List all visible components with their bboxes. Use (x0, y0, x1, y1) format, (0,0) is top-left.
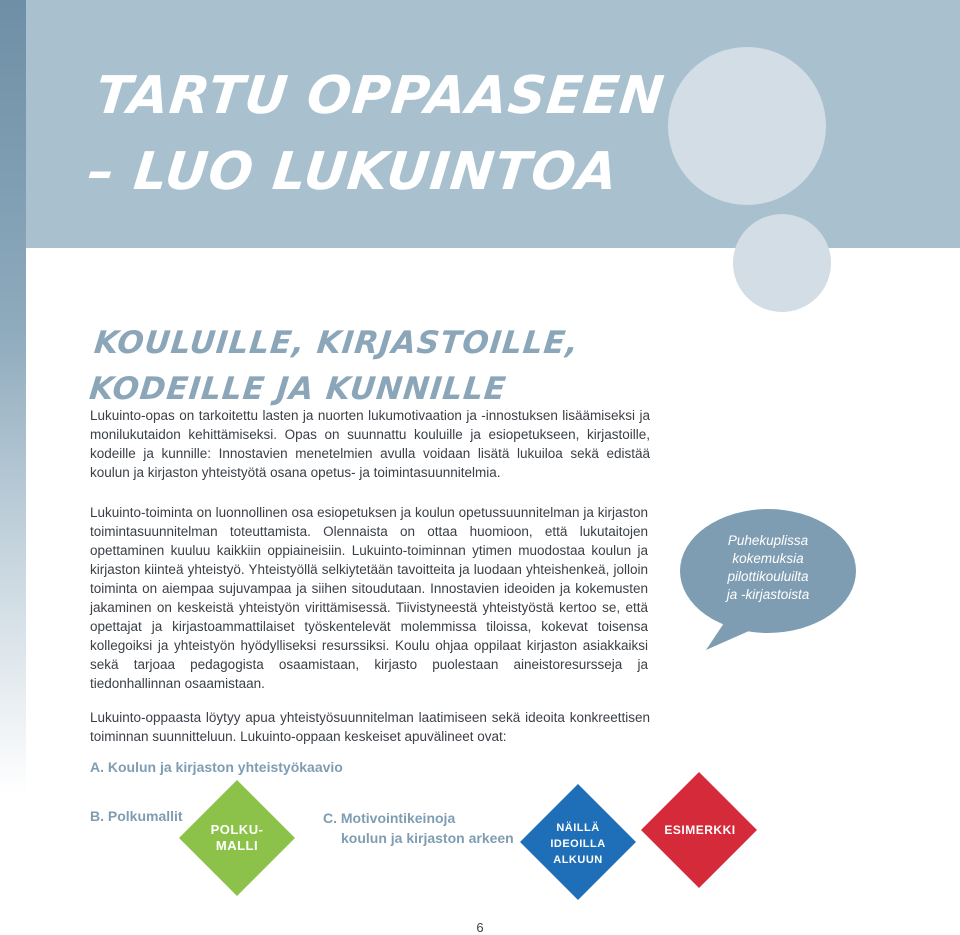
bubble-line1: Puhekuplissa (727, 533, 809, 548)
decorative-circle-small (733, 214, 831, 312)
audience-subtitle (87, 320, 581, 412)
ideas-badge-line2: IDEOILLA (550, 838, 606, 850)
ideas-badge-text (537, 820, 619, 868)
polkumalli-badge-line1: POLKU- (210, 822, 264, 837)
bubble-line3: pilottikouluilta (727, 569, 809, 584)
speech-bubble-text (703, 532, 833, 604)
subtitle-line2: KODEILLE JA KUNNILLE (87, 371, 509, 407)
tools-intro-paragraph: Lukuinto-oppaasta löytyy apua yhteistyösuunnitelman laatimiseen sekä ideoita konkreettisen toiminnan suunnitteluun. Lukuinto-oppaan keskeiset apuvälineet ovat: (90, 710, 650, 744)
cooperation-paragraph: Lukuinto-toiminta on luonnollinen osa esiopetuksen ja koulun opetussuunnitelman ja kirjaston toimintasuunnitelman toteuttamista. Olennaista on ottaa huomioon, että lukutaitojen opettaminen kuuluu kaikkiin oppiaineisiin. Lukuinto-toiminnan ytimen muodostaa koulun ja kirjaston kiinteä yhteistyö. Yhteistyöllä selkiytetään tavoitteita ja luodaan yhteishenkeä, jolloin toiminta on aiempaa sujuvampaa ja siihen sitoudutaan. Innostavien ideoiden ja kokemusten jakaminen on keskeistä yhteistyön virittämisessä. Tiivistyneestä yhteistyöstä kertoo se, että opettajat ja kirjastoammattilaiset työskentelevät molemmissa tiloissa, kokevat toisensa kollegoiksi ja yhteistyön hyödylliseksi resurssiksi. Koulu ohjaa oppilaat kirjaston asiakkaiksi sekä tarjoaa pedagogista osaamistaan, kirjasto puolestaan aineistoresursseja ja tiedonhallinnan osaamistaan. (90, 505, 648, 691)
page-title (84, 58, 668, 210)
ideas-badge-line3: ALKUUN (553, 854, 603, 866)
tool-a-label: A. Koulun ja kirjaston yhteistyökaavio (90, 759, 343, 775)
intro-paragraph: Lukuinto-opas on tarkoitettu lasten ja nuorten lukumotivaation ja -innostuksen lisäämiseksi ja monilukutaidon kehittämiseksi. Opas on suunnattu kouluille ja esiopetukseen, kirjastoille, kodeille ja kunnille: Innostavien menetelmien avulla voidaan lisätä lukuiloa sekä edistää koulun ja kirjaston yhteistyötä osana opetus- ja toimintasuunnitelmia. (90, 408, 650, 480)
ideas-badge-line1: NÄILLÄ (556, 822, 600, 834)
tool-b-label: B. Polkumallit (90, 808, 183, 824)
page-number: 6 (476, 920, 484, 935)
left-decorative-strip (0, 0, 26, 935)
tool-c-label-line2: koulun ja kirjaston arkeen (341, 830, 514, 846)
tool-c-label (323, 808, 514, 848)
page-title-line1: TARTU OPPAASEEN (92, 66, 668, 126)
example-badge-text: ESIMERKKI (664, 823, 736, 837)
page-title-line2: – LUO LUKUINTOA (84, 142, 622, 202)
polkumalli-badge-text (196, 822, 278, 854)
decorative-circle-large (668, 47, 826, 205)
bubble-line4: ja -kirjastoista (726, 587, 810, 602)
subtitle-line1: KOULUILLE, KIRJASTOILLE, (92, 325, 581, 361)
bubble-line2: kokemuksia (732, 551, 804, 566)
polkumalli-badge-line2: MALLI (215, 838, 259, 853)
tool-c-label-line1: C. Motivointikeinoja (323, 810, 456, 826)
